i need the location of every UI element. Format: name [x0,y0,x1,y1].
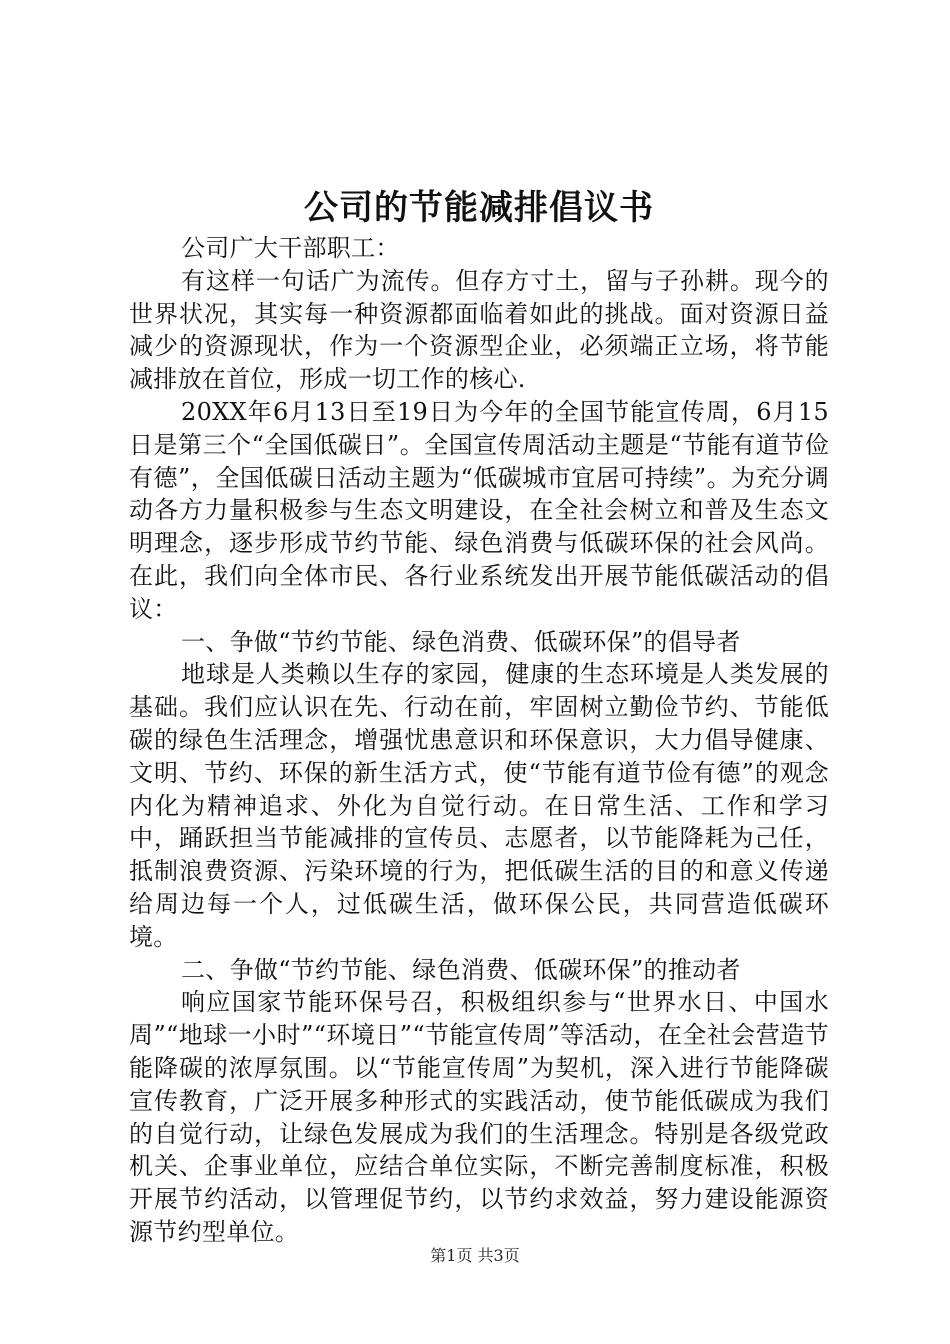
document-body [129,232,829,1249]
salutation: 公司广大干部职工： [181,234,400,262]
section-heading-1: 一、争做“节约节能、绿色消费、低碳环保”的倡导者 [181,627,741,656]
page-number-footer: 第1页 共3页 [430,1246,520,1265]
body-paragraph-campaign: 20XX年6月13日至19日为今年的全国节能宣传周，6月15日是第三个“全国低碳日”。全国宣传周活动主题是“节能有道节俭有德”，全国低碳日活动主题为“低碳城市宜居可持续”。为充分调动各方力量积极参与生态文明建设，在全社会树立和普及生态文明理念，逐步形成节约节能、绿色消费与低碳环保的社会风尚。在此，我们向全体市民、各行业系统发出开展节能低碳活动的倡议： [129,397,829,623]
section-heading-2: 二、争做“节约节能、绿色消费、低碳环保”的推动者 [181,955,741,984]
document-page [129,0,829,1344]
body-paragraph-section-1: 地球是人类赖以生存的家园，健康的生态环境是人类发展的基础。我们应认识在先、行动在前，牢固树立勤俭节约、节能低碳的绿色生活理念，增强忧患意识和环保意识，大力倡导健康、文明、节约、环保的新生活方式，使“节能有道节俭有德”的观念内化为精神追求、外化为自觉行动。在日常生活、工作和学习中，踊跃担当节能减排的宣传员、志愿者，以节能降耗为己任，抵制浪费资源、污染环境的行为，把低碳生活的目的和意义传递给周边每一个人，过低碳生活，做环保公民，共同营造低碳环境。 [129,660,829,951]
body-paragraph-intro: 有这样一句话广为流传。但存方寸土，留与子孙耕。现今的世界状况，其实每一种资源都面临着如此的挑战。面对资源日益减少的资源现状，作为一个资源型企业，必须端正立场，将节能减排放在首位，形成一切工作的核心. [129,266,829,394]
body-paragraph-section-2: 响应国家节能环保号召，积极组织参与“世界水日、中国水周”“地球一小时”“环境日”“节能宣传周”等活动，在全社会营造节能降碳的浓厚氛围。以“节能宣传周”为契机，深入进行节能降碳宣传教育，广泛开展多种形式的实践活动，使节能低碳成为我们的自觉行动，让绿色发展成为我们的生活理念。特别是各级党政机关、企事业单位，应结合单位实际，不断完善制度标准，积极开展节约活动，以管理促节约，以节约求效益，努力建设能源资源节约型单位。 [129,988,829,1246]
document-title: 公司的节能减排倡议书 [304,188,654,228]
